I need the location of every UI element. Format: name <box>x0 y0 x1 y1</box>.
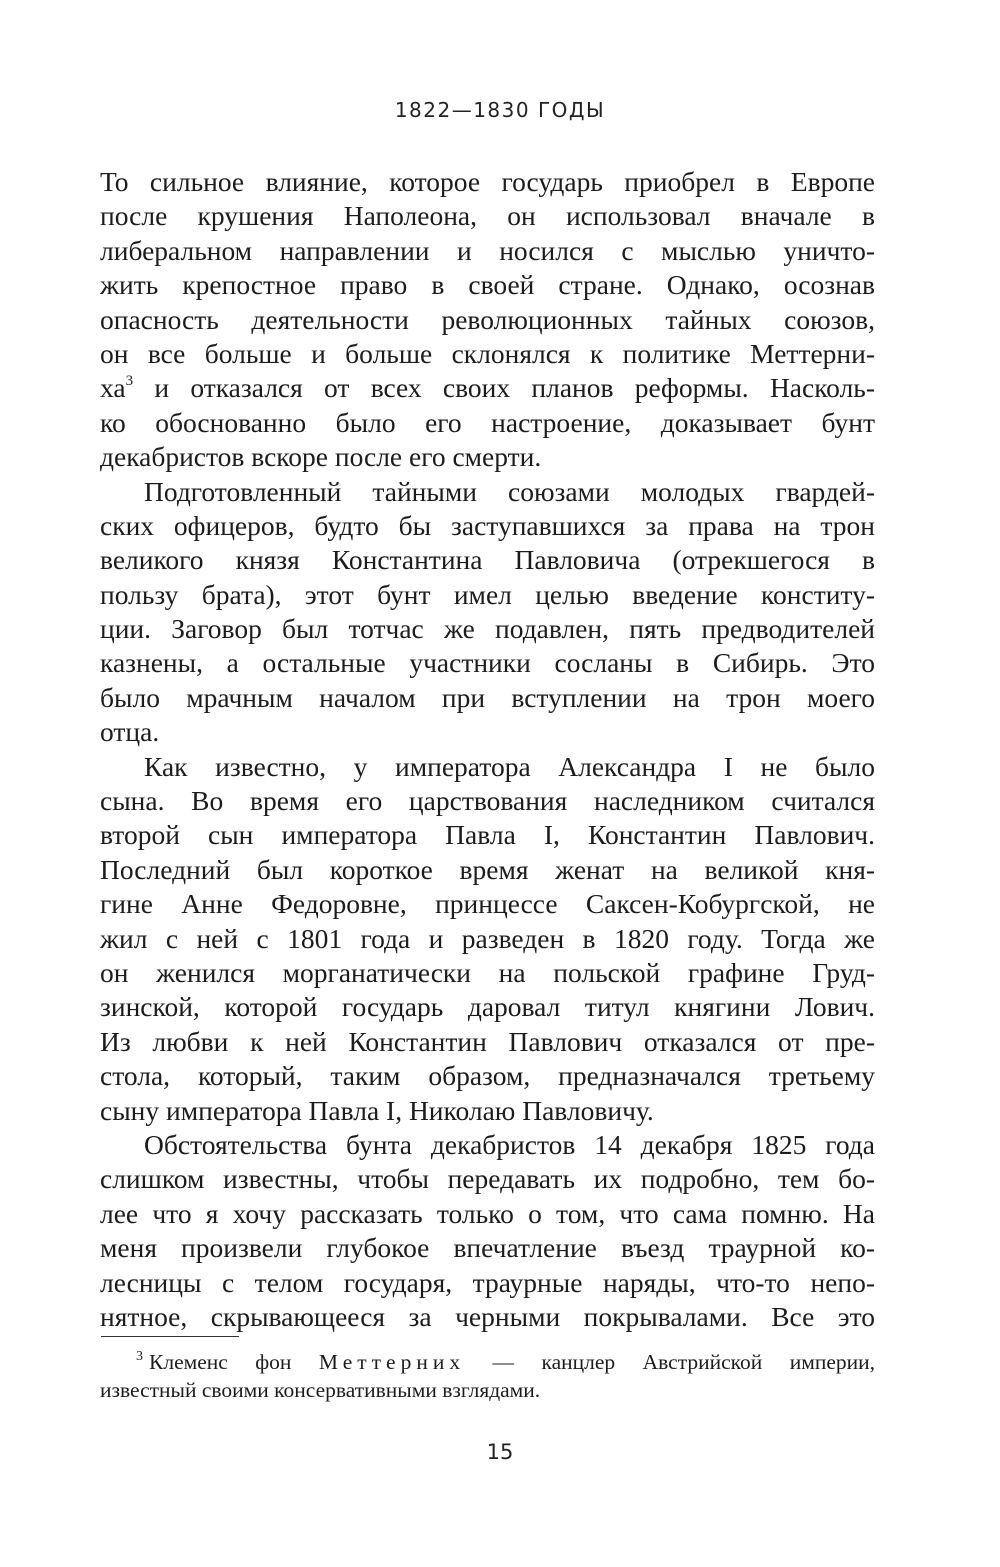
text-line: лесницы с телом государя, траурные наряды, что-то непо- <box>100 1266 875 1298</box>
text-line: стола, который, таким образом, предназначался третьему <box>100 1060 875 1092</box>
text-line: либеральном направлении и носился с мыслью уничто- <box>100 234 875 266</box>
text-line: жил с ней с 1801 года и разведен в 1820 году. Тогда же <box>100 922 875 954</box>
text-line: было мрачным началом при вступлении на трон моего <box>100 681 875 713</box>
text-line: он все больше и больше склонялся к политике Меттерни- <box>100 337 875 369</box>
text-line: второй сын императора Павла I, Константин Павлович. <box>100 819 875 851</box>
text-line: ко обоснованно было его настроение, доказывает бунт <box>100 406 875 438</box>
text-line: опасность деятельности революционных тайных союзов, <box>100 303 875 335</box>
paragraph-3 <box>100 750 875 1128</box>
text-line: декабристов вскоре после его смерти. <box>100 441 542 473</box>
text-line: он женился морганатически на польской графине Груд- <box>100 956 875 988</box>
text-line-with-footnote-ref <box>100 371 875 405</box>
footnote-line <box>100 1348 875 1376</box>
text-line: гине Анне Федоровне, принцессе Саксен-Кобургской, не <box>100 888 875 920</box>
text-line: Последний был короткое время женат на великой кня- <box>100 853 875 885</box>
text-line: Из любви к ней Константин Павлович отказался от пре- <box>100 1025 875 1057</box>
text-line: ских офицеров, будто бы заступавшихся за права на трон <box>100 509 875 541</box>
footnote-reference[interactable]: 3 <box>125 373 134 390</box>
paragraph-4 <box>100 1128 875 1334</box>
text-line: сына. Во время его царствования наследником считался <box>100 785 875 817</box>
footnote-line: известный своими консервативными взглядами. <box>100 1378 541 1402</box>
text-line: великого князя Константина Павловича (отрекшегося в <box>100 544 875 576</box>
text-line: Подготовленный тайными союзами молодых гвардей- <box>144 475 875 507</box>
text-line: сыну императора Павла I, Николаю Павловичу. <box>100 1094 654 1126</box>
footnote-text: — канцлер Австрийской империи, <box>465 1350 875 1374</box>
text-fragment: ха <box>100 372 126 404</box>
text-line: отца. <box>100 716 160 748</box>
footnote-divider <box>101 1336 239 1337</box>
text-line: То сильное влияние, которое государь приобрел в Европе <box>100 166 875 197</box>
paragraph-1 <box>100 165 875 475</box>
page-number: 15 <box>486 1440 514 1464</box>
paragraph-2 <box>100 475 875 750</box>
text-line: слишком известны, чтобы передавать их подробно, тем бо- <box>100 1163 875 1195</box>
footnote <box>100 1348 875 1404</box>
text-line: ции. Заговор был тотчас же подавлен, пять предводителей <box>100 613 875 645</box>
footnote-number: 3 <box>136 1348 143 1364</box>
text-line: зинской, которой государь даровал титул княгини Лович. <box>100 991 875 1023</box>
text-line: Обстоятельства бунта декабристов 14 декабря 1825 года <box>144 1128 875 1160</box>
text-line: нятное, скрывающееся за черными покрывалами. Все это <box>100 1300 875 1332</box>
footnote-text: Клеменс фон <box>149 1350 319 1374</box>
text-line: казнены, а остальные участники сосланы в Сибирь. Это <box>100 647 875 679</box>
text-line: Как известно, у императора Александра I не было <box>144 750 875 782</box>
text-line: лее что я хочу рассказать только о том, что сама помню. На <box>100 1197 875 1229</box>
body-text <box>100 165 875 1334</box>
running-head: 1822—1830 ГОДЫ <box>394 98 606 122</box>
text-line: меня произвели глубокое впечатление въезд траурной ко- <box>100 1232 875 1264</box>
text-line: после крушения Наполеона, он использовал вначале в <box>100 200 875 232</box>
text-line: пользу брата), этот бунт имел целью введение конститу- <box>100 578 875 610</box>
text-fragment: и отказался от всех своих планов реформы. Насколь- <box>133 372 875 404</box>
text-line: жить крепостное право в своей стране. Однако, осознав <box>100 269 875 301</box>
footnote-name-spaced: Меттерних <box>318 1350 466 1374</box>
